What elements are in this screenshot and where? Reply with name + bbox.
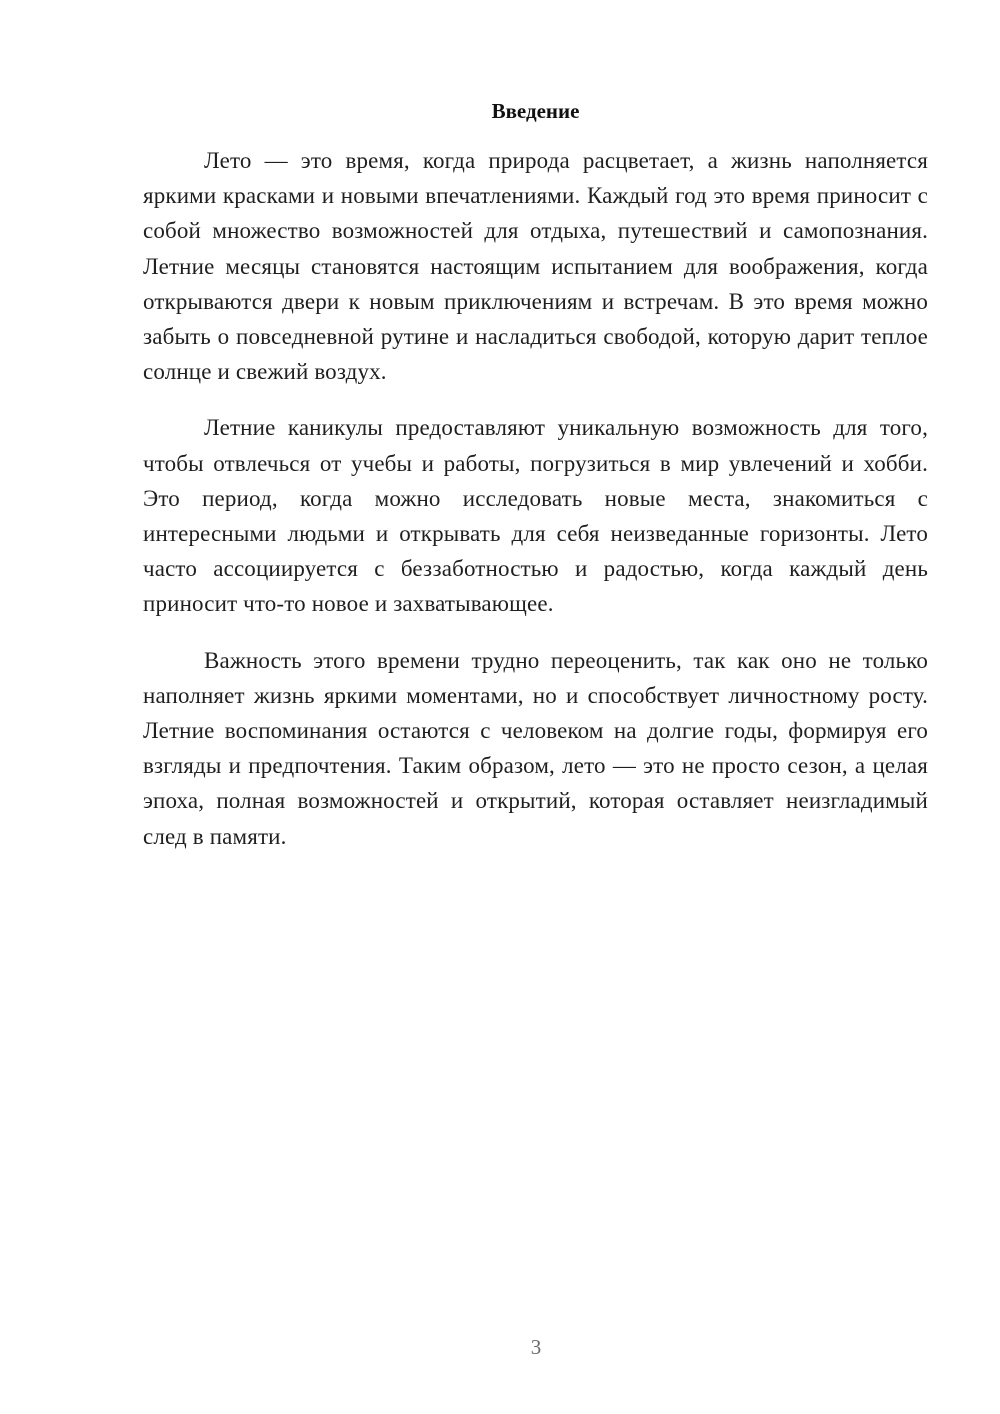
paragraph-3: Важность этого времени трудно переоценить, так как оно не только наполняет жизнь яркими моментами, но и способствует личностному росту. Летние воспоминания остаются с человеком на долгие годы, формируя его взгляды и предпочтения. Таким образом, лето — это не просто сезон, а целая эпоха, полная возможностей и открытий, которая оставляет неизгладимый след в памяти. — [143, 647, 928, 849]
page-number: 3 — [530, 1335, 542, 1359]
paragraph-2: Летние каникулы предоставляют уникальную возможность для того, чтобы отвлечься от учебы и работы, погрузиться в мир увлечений и хобби. Это период, когда можно исследовать новые места, знакомиться с интересными людьми и открывать для себя неизведанные горизонты. Лето часто ассоциируется с беззаботностью и радостью, когда каждый день приносит что-то новое и захватывающее. — [143, 415, 928, 617]
body-text — [143, 143, 928, 875]
section-heading: Введение — [491, 99, 580, 123]
paragraph-1: Лето — это время, когда природа расцветает, а жизнь наполняется яркими красками и новыми впечатлениями. Каждый год это время приносит с собой множество возможностей для отдыха, путешествий и самопознания. Летние месяцы становятся настоящим испытанием для воображения, когда открываются двери к новым приключениям и встречам. В это время можно забыть о повседневной рутине и насладиться свободой, которую дарит теплое солнце и свежий воздух. — [143, 148, 928, 385]
